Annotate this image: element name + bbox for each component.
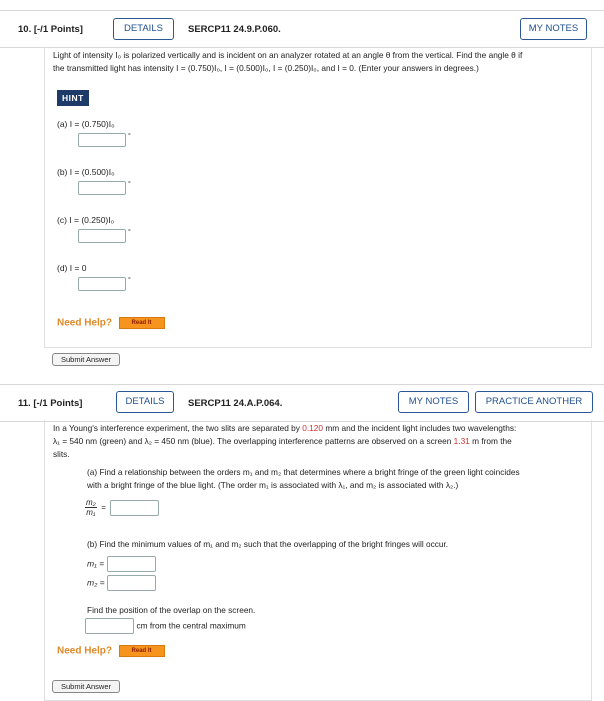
part-a-label: (a) I = (0.750)I₀ <box>57 119 115 129</box>
slit-separation-value: 0.120 <box>302 423 324 433</box>
part-b-label: (b) I = (0.500)I₀ <box>57 167 115 177</box>
question-10-header <box>0 10 604 48</box>
problem-text: Light of intensity I₀ is polarized vertically and is incident on an analyzer rotated at an angle θ from the vertical. Find the angle θ if the transmitted light has intensity I = (0.750)I₀, I = (0.500)I₀, I = (0.250)I₀, and I = 0. (Enter your answers in degrees.) <box>53 50 523 73</box>
degree-unit: ° <box>128 277 131 284</box>
need-help-label: Need Help? <box>57 645 113 657</box>
question-10-code: SERCP11 24.9.P.060. <box>188 24 281 35</box>
part-d-label: (d) I = 0 <box>57 263 87 273</box>
submit-answer-button[interactable]: Submit Answer <box>52 353 120 366</box>
m2-answer-row: m₂ = <box>87 575 156 591</box>
part-c-input[interactable] <box>78 229 126 243</box>
problem-text: In a Young's interference experiment, the two slits are separated by 0.120 mm and the incident light includes two wavelengths: λ₁ = 540 nm (green) and λ₂ = 450 nm (blue). The overlapping interference patterns are observed on a screen 1.31 m from the slits. <box>53 423 517 459</box>
details-button[interactable]: DETAILS <box>113 18 174 40</box>
screen-distance-value: 1.31 <box>453 436 470 446</box>
question-11-number: 11. [-/1 Points] <box>18 398 83 409</box>
part-d-input[interactable] <box>78 277 126 291</box>
degree-unit: ° <box>128 181 131 188</box>
part-b-input[interactable] <box>78 181 126 195</box>
my-notes-button[interactable]: MY NOTES <box>520 18 587 40</box>
degree-unit: ° <box>128 133 131 140</box>
read-it-button[interactable]: Read It <box>119 645 165 657</box>
submit-answer-button[interactable]: Submit Answer <box>52 680 120 693</box>
ratio-answer-row: $\frac{\text{m₂}}{\text{m₁}}$ = <box>85 498 159 517</box>
m1-input[interactable] <box>107 556 156 572</box>
position-unit: cm from the central maximum <box>136 620 246 631</box>
question-11-code: SERCP11 24.A.P.064. <box>188 398 283 409</box>
my-notes-button[interactable]: MY NOTES <box>398 391 469 413</box>
part-a-input[interactable] <box>78 133 126 147</box>
hint-button[interactable]: HINT <box>57 90 89 106</box>
practice-another-button[interactable]: PRACTICE ANOTHER <box>475 391 593 413</box>
ratio-fraction: $\frac{\text{m₂}}{\text{m₁}}$ <box>86 498 96 517</box>
part-c-label: (c) I = (0.250)I₀ <box>57 215 115 225</box>
question-10-number: 10. [-/1 Points] <box>18 24 83 35</box>
part-a-text: (a) Find a relationship between the orders m₁ and m₂ that determines where a bright fringe of the green light coincides with a bright fringe of the blue light. (The order m₁ is associated with λ₁, and m₂ is associated with λ₂.) <box>87 467 520 490</box>
m1-answer-row: m₁ = <box>87 556 156 572</box>
question-11-header <box>0 384 604 422</box>
degree-unit: ° <box>128 229 131 236</box>
ratio-input[interactable] <box>110 500 159 516</box>
read-it-button[interactable]: Read It <box>119 317 165 329</box>
m2-input[interactable] <box>107 575 156 591</box>
question-11 <box>0 378 604 700</box>
need-help-label: Need Help? <box>57 317 113 329</box>
position-answer-row <box>85 618 246 634</box>
details-button[interactable]: DETAILS <box>116 391 174 413</box>
find-position-text: Find the position of the overlap on the screen. <box>87 605 256 615</box>
part-b-text: (b) Find the minimum values of m₁ and m₂ such that the overlapping of the bright fringes will occur. <box>87 539 449 549</box>
question-11-body <box>44 420 592 701</box>
question-10-body <box>44 47 592 348</box>
position-input[interactable] <box>85 618 134 634</box>
